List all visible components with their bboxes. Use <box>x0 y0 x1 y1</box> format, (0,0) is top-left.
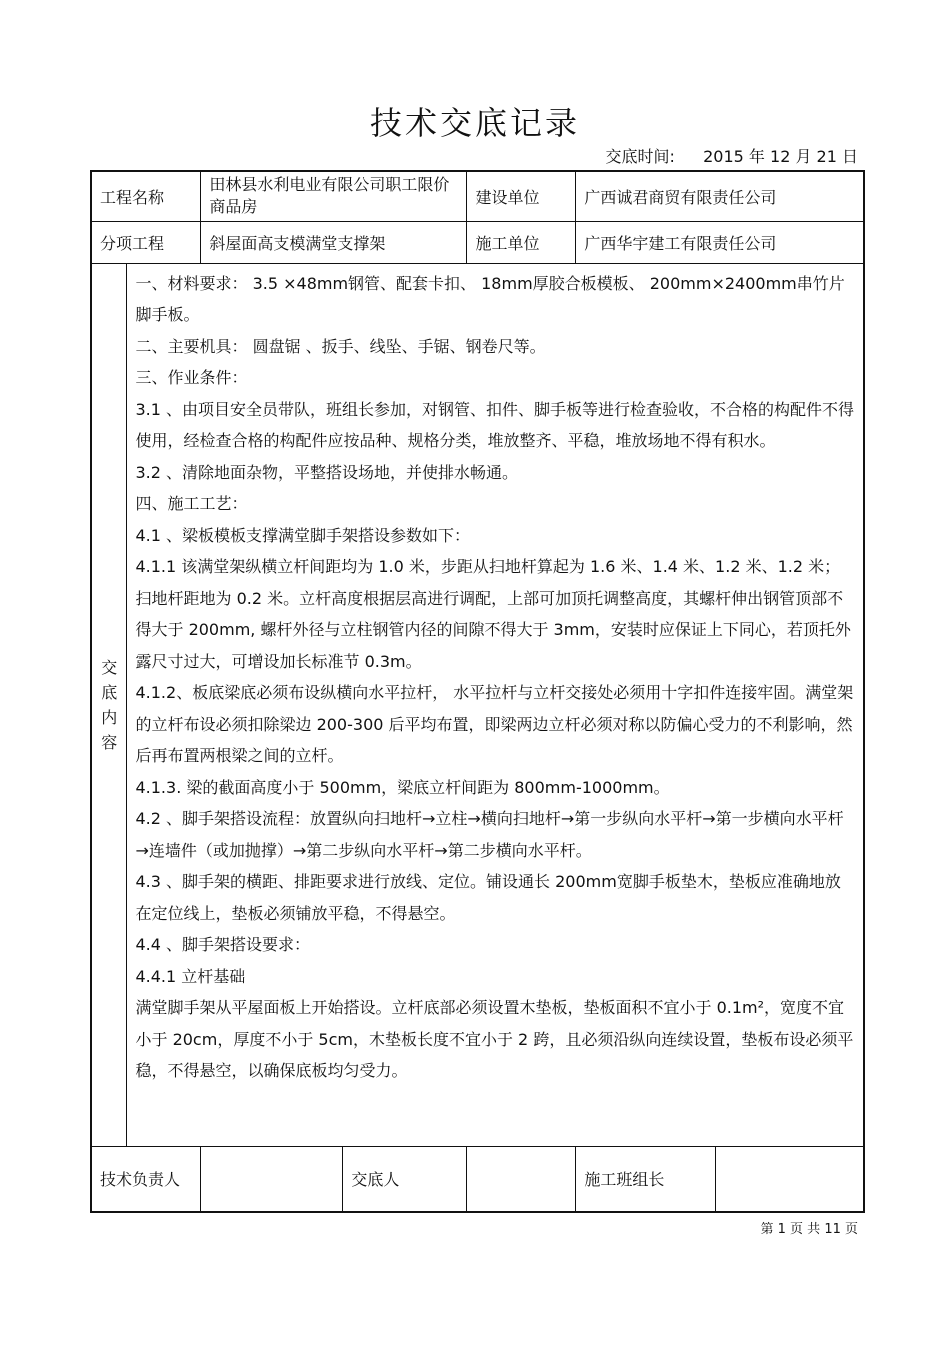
discloser-value[interactable] <box>467 1146 576 1212</box>
content-lines <box>135 268 855 1087</box>
content-paragraph: 三、作业条件： <box>135 368 248 387</box>
disclosure-date <box>606 144 858 167</box>
header-row-1 <box>91 171 864 221</box>
date-label: 交底时间: <box>605 147 675 166</box>
signature-row <box>91 1146 864 1212</box>
builder-value: 广西诚君商贸有限责任公司 <box>576 171 864 221</box>
team-leader-label: 施工班组长 <box>576 1146 716 1212</box>
content-paragraph: 4.4.1 立杆基础 <box>135 966 246 986</box>
content-paragraph: 3.2 、清除地面杂物，平整搭设场地，并使排水畅通。 <box>135 462 519 482</box>
content-paragraph: 一、材料要求： 3.5 ×48mm钢管、配套卡扣、 18mm厚胶合板模板、 200mm×2400mm串竹片脚手板。 <box>135 273 845 324</box>
page-title: 技术交底记录 <box>369 104 580 142</box>
content-paragraph: 4.2 、脚手架搭设流程：放置纵向扫地杆→立柱→横向扫地杆→第一步纵向水平杆→第一步横向水平杆→连墙件（或加抛撑）→第二步纵向水平杆→第二步横向水平杆。 <box>135 809 844 860</box>
content-paragraph: 4.1.2、板底梁底必须布设纵横向水平拉杆， 水平拉杆与立杆交接处必须用十字扣件连接牢固。满堂架的立杆布设必须扣除梁边 200-300 后平均布置，即梁两边立杆必须对称以防偏心受力的不利影响，然后再布置两根梁之间的立杆。 <box>135 683 854 765</box>
content-label <box>91 263 127 1146</box>
content-paragraph: 4.1 、梁板模板支撑满堂脚手架搭设参数如下： <box>135 525 471 545</box>
project-name-value: 田林县水利电业有限公司职工限价商品房 <box>201 171 467 221</box>
sub-project-label: 分项工程 <box>91 221 201 263</box>
team-leader-value[interactable] <box>716 1146 864 1212</box>
content-paragraph: 4.1.3. 梁的截面高度小于 500mm，梁底立杆间距为 800mm-1000mm。 <box>135 777 670 797</box>
content-label-text: 交底内容 <box>101 657 118 752</box>
page-number: 第 1 页 共 11 页 <box>760 1222 858 1237</box>
sub-project-value: 斜屋面高支模满堂支撑架 <box>201 221 467 263</box>
builder-label: 建设单位 <box>467 171 576 221</box>
content-paragraph: 4.1.1 该满堂架纵横立杆间距均为 1.0 米，步距从扫地杆算起为 1.6 米、1.4 米、1.2 米、1.2 米；扫地杆距地为 0.2 米。立杆高度根据层高进行调配，上部可加顶托调整高度，其螺杆伸出钢管顶部不得大于 200mm, 螺杆外径与立柱钢管内径的间隙不得大于 3mm，安装时应保证上下同心，若顶托外露尺寸过大，可增设加长标准节 0.3m。 <box>135 557 851 671</box>
content-row <box>91 263 864 1146</box>
content-body <box>127 263 864 1146</box>
project-name-label: 工程名称 <box>91 171 201 221</box>
content-paragraph: 4.4 、脚手架搭设要求： <box>135 935 311 954</box>
discloser-label: 交底人 <box>351 1170 400 1189</box>
content-paragraph: 3.1 、由项目安全员带队，班组长参加，对钢管、扣件、脚手板等进行检查验收，不合格的构配件不得使用，经检查合格的构配件应按品种、规格分类，堆放整齐、平稳，堆放场地不得有积水。 <box>135 399 855 450</box>
sig-left-cell <box>201 1146 467 1212</box>
tech-lead-label: 技术负责人 <box>91 1146 201 1212</box>
header-row-2 <box>91 221 864 263</box>
sig-inner-table <box>201 1147 466 1211</box>
disclosure-table <box>90 170 865 1213</box>
tech-lead-value[interactable] <box>201 1147 343 1211</box>
content-paragraph: 二、主要机具： 圆盘锯 、扳手、线坠、手锯、钢卷尺等。 <box>135 336 546 356</box>
contractor-label: 施工单位 <box>467 221 576 263</box>
content-paragraph: 四、施工工艺： <box>135 494 248 513</box>
date-value: 2015 年 12 月 21 日 <box>703 147 858 166</box>
content-paragraph: 4.3 、脚手架的横距、排距要求进行放线、定位。铺设通长 200mm宽脚手板垫木，垫板应准确地放在定位线上，垫板必须铺放平稳，不得悬空。 <box>135 872 841 923</box>
contractor-value: 广西华宇建工有限责任公司 <box>576 221 864 263</box>
content-paragraph: 满堂脚手架从平屋面板上开始搭设。立杆底部必须设置木垫板，垫板面积不宜小于 0.1m²，宽度不宜小于 20cm，厚度不小于 5cm，木垫板长度不宜小于 2 跨，且必须沿纵向连续设置，垫板布设必须平稳，不得悬空，以确保底板均匀受力。 <box>135 998 854 1080</box>
